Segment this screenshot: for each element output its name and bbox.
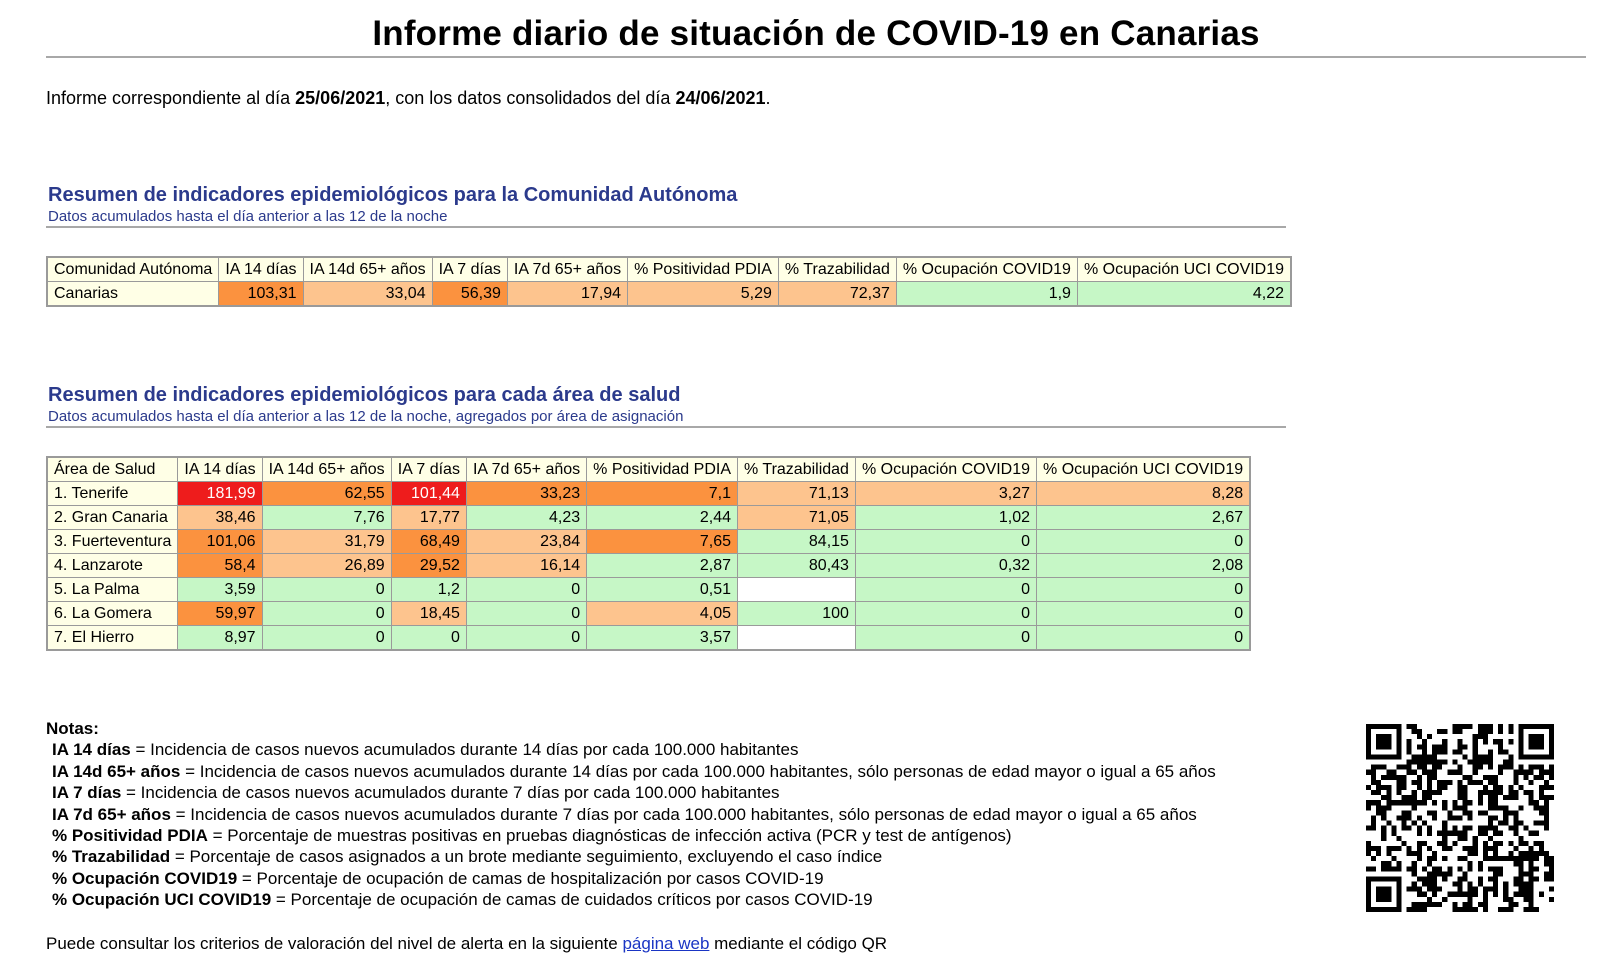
cell-trazabilidad xyxy=(738,578,856,602)
cell-ocupacion-covid19: 0 xyxy=(855,626,1036,651)
note-term: IA 7d 65+ años xyxy=(52,804,171,824)
cell-ia-7d-65-anos: 4,23 xyxy=(466,506,586,530)
notes-section xyxy=(46,718,1216,911)
cell-ocupacion-covid19: 0 xyxy=(855,602,1036,626)
cell-positividad-pdia: 5,29 xyxy=(628,282,779,307)
report-date: 25/06/2021 xyxy=(295,88,386,108)
column-header-comunidad-autonoma: Comunidad Autónoma xyxy=(47,257,219,282)
row-label: 3. Fuerteventura xyxy=(47,530,178,554)
area-divider xyxy=(46,426,1286,428)
cell-positividad-pdia: 7,65 xyxy=(587,530,738,554)
column-header-ocupacion-covid19: % Ocupación COVID19 xyxy=(896,257,1077,282)
cell-trazabilidad xyxy=(738,626,856,651)
row-label: 1. Tenerife xyxy=(47,482,178,506)
row-label: 5. La Palma xyxy=(47,578,178,602)
cell-ia-7d-65-anos: 33,23 xyxy=(466,482,586,506)
column-header-ia-7-dias: IA 7 días xyxy=(391,457,466,482)
cell-ia-7-dias: 1,2 xyxy=(391,578,466,602)
area-indicators-table xyxy=(46,456,1251,651)
note-definition: = Porcentaje de ocupación de camas de hospitalización por casos COVID-19 xyxy=(237,868,824,888)
note-definition: = Porcentaje de casos asignados a un brote mediante seguimiento, excluyendo el caso índice xyxy=(170,847,883,867)
cell-ocupacion-covid19: 0 xyxy=(855,578,1036,602)
cell-ocupacion-uci-covid19: 0 xyxy=(1037,530,1251,554)
note-definition: = Incidencia de casos nuevos acumulados durante 7 días por cada 100.000 habitantes, sólo personas de edad mayor o igual a 65 años xyxy=(170,804,1197,824)
cell-ia-14d-65-anos: 0 xyxy=(262,602,391,626)
cell-ia-14-dias: 59,97 xyxy=(178,602,262,626)
cell-ia-7d-65-anos: 23,84 xyxy=(466,530,586,554)
column-header-trazabilidad: % Trazabilidad xyxy=(738,457,856,482)
cell-ia-7-dias: 18,45 xyxy=(391,602,466,626)
cell-ocupacion-uci-covid19: 2,67 xyxy=(1037,506,1251,530)
column-header-ia-14-dias: IA 14 días xyxy=(178,457,262,482)
community-indicators-table xyxy=(46,256,1292,307)
cell-trazabilidad: 84,15 xyxy=(738,530,856,554)
row-label: 7. El Hierro xyxy=(47,626,178,651)
cell-ia-14-dias: 38,46 xyxy=(178,506,262,530)
cell-ia-14d-65-anos: 7,76 xyxy=(262,506,391,530)
table-header-row xyxy=(47,257,1291,282)
column-header-positividad-pdia: % Positividad PDIA xyxy=(587,457,738,482)
table-row-3-fuerteventura xyxy=(47,530,1250,554)
data-date: 24/06/2021 xyxy=(675,88,766,108)
cell-ocupacion-covid19: 1,9 xyxy=(896,282,1077,307)
table-row-6-la-gomera xyxy=(47,602,1250,626)
cell-ia-14-dias: 181,99 xyxy=(178,482,262,506)
column-header-ia-7d-65-anos: IA 7d 65+ años xyxy=(466,457,586,482)
note-term: % Positividad PDIA xyxy=(52,826,208,846)
table-row-4-lanzarote xyxy=(47,554,1250,578)
column-header-ia-14d-65-anos: IA 14d 65+ años xyxy=(303,257,432,282)
cell-ia-14d-65-anos: 0 xyxy=(262,626,391,651)
cell-ia-7d-65-anos: 0 xyxy=(466,602,586,626)
cell-positividad-pdia: 3,57 xyxy=(587,626,738,651)
cell-positividad-pdia: 2,44 xyxy=(587,506,738,530)
note-item xyxy=(46,739,1216,760)
qr-code xyxy=(1366,724,1554,912)
table-row-2-gran-canaria xyxy=(47,506,1250,530)
page-title: Informe diario de situación de COVID-19 en Canarias xyxy=(372,14,1260,53)
note-item xyxy=(46,782,1216,803)
report-intro xyxy=(46,88,771,109)
table-row-1-tenerife xyxy=(47,482,1250,506)
note-term: % Trazabilidad xyxy=(52,847,171,867)
cell-positividad-pdia: 0,51 xyxy=(587,578,738,602)
table-row-canarias xyxy=(47,282,1291,307)
column-header-area-de-salud: Área de Salud xyxy=(47,457,178,482)
row-label: 6. La Gomera xyxy=(47,602,178,626)
column-header-ia-14d-65-anos: IA 14d 65+ años xyxy=(262,457,391,482)
cell-ia-7d-65-anos: 16,14 xyxy=(466,554,586,578)
note-term: IA 14 días xyxy=(52,740,131,760)
footer-suffix: mediante el código QR xyxy=(709,934,888,953)
community-section-title: Resumen de indicadores epidemiológicos para la Comunidad Autónoma xyxy=(48,184,738,206)
note-item xyxy=(46,804,1216,825)
row-label: 4. Lanzarote xyxy=(47,554,178,578)
note-item xyxy=(46,825,1216,846)
cell-trazabilidad: 71,05 xyxy=(738,506,856,530)
cell-ia-7-dias: 68,49 xyxy=(391,530,466,554)
cell-positividad-pdia: 4,05 xyxy=(587,602,738,626)
area-section-title: Resumen de indicadores epidemiológicos para cada área de salud xyxy=(48,384,681,406)
cell-positividad-pdia: 2,87 xyxy=(587,554,738,578)
column-header-ocupacion-uci-covid19: % Ocupación UCI COVID19 xyxy=(1037,457,1251,482)
cell-ia-7-dias: 101,44 xyxy=(391,482,466,506)
title-divider xyxy=(46,56,1586,58)
note-term: IA 14d 65+ años xyxy=(52,761,181,781)
cell-ocupacion-covid19: 0,32 xyxy=(855,554,1036,578)
table-row-5-la-palma xyxy=(47,578,1250,602)
note-item xyxy=(46,868,1216,889)
cell-ia-7-dias: 17,77 xyxy=(391,506,466,530)
intro-middle: , con los datos consolidados del día xyxy=(385,88,676,108)
note-term: % Ocupación UCI COVID19 xyxy=(52,890,272,910)
note-term: IA 7 días xyxy=(52,783,122,803)
cell-positividad-pdia: 7,1 xyxy=(587,482,738,506)
notes-heading: Notas: xyxy=(46,719,99,738)
cell-ia-14-dias: 101,06 xyxy=(178,530,262,554)
footer-text xyxy=(46,934,887,954)
column-header-positividad-pdia: % Positividad PDIA xyxy=(628,257,779,282)
notes-list xyxy=(46,739,1216,910)
cell-ia-7-dias: 0 xyxy=(391,626,466,651)
cell-trazabilidad: 100 xyxy=(738,602,856,626)
cell-trazabilidad: 72,37 xyxy=(778,282,896,307)
cell-ia-7-dias: 56,39 xyxy=(432,282,507,307)
intro-prefix: Informe correspondiente al día xyxy=(46,88,296,108)
cell-ia-7d-65-anos: 0 xyxy=(466,626,586,651)
cell-ia-7d-65-anos: 0 xyxy=(466,578,586,602)
cell-ocupacion-uci-covid19: 0 xyxy=(1037,602,1251,626)
cell-trazabilidad: 71,13 xyxy=(738,482,856,506)
column-header-ia-7-dias: IA 7 días xyxy=(432,257,507,282)
cell-ocupacion-covid19: 0 xyxy=(855,530,1036,554)
note-item xyxy=(46,846,1216,867)
cell-ia-14-dias: 103,31 xyxy=(219,282,303,307)
table-header-row xyxy=(47,457,1250,482)
cell-ia-14d-65-anos: 62,55 xyxy=(262,482,391,506)
web-page-link[interactable]: página web xyxy=(622,934,710,953)
column-header-trazabilidad: % Trazabilidad xyxy=(778,257,896,282)
note-definition: = Porcentaje de muestras positivas en pruebas diagnósticas de infección activa (PCR y test de antígenos) xyxy=(207,826,1012,846)
community-section-subtitle: Datos acumulados hasta el día anterior a las 12 de la noche xyxy=(48,208,448,225)
note-term: % Ocupación COVID19 xyxy=(52,868,238,888)
cell-ia-14d-65-anos: 26,89 xyxy=(262,554,391,578)
note-definition: = Porcentaje de ocupación de camas de cuidados críticos por casos COVID-19 xyxy=(271,890,873,910)
cell-ia-14-dias: 3,59 xyxy=(178,578,262,602)
cell-trazabilidad: 80,43 xyxy=(738,554,856,578)
cell-ocupacion-uci-covid19: 8,28 xyxy=(1037,482,1251,506)
table-row-7-el-hierro xyxy=(47,626,1250,651)
cell-ia-14d-65-anos: 0 xyxy=(262,578,391,602)
cell-ia-14-dias: 58,4 xyxy=(178,554,262,578)
cell-ia-14d-65-anos: 33,04 xyxy=(303,282,432,307)
row-label: 2. Gran Canaria xyxy=(47,506,178,530)
cell-ocupacion-covid19: 1,02 xyxy=(855,506,1036,530)
row-label: Canarias xyxy=(47,282,219,307)
note-definition: = Incidencia de casos nuevos acumulados durante 14 días por cada 100.000 habitantes, sólo personas de edad mayor o igual a 65 años xyxy=(180,761,1216,781)
cell-ia-14-dias: 8,97 xyxy=(178,626,262,651)
community-divider xyxy=(46,226,1286,228)
column-header-ia-14-dias: IA 14 días xyxy=(219,257,303,282)
column-header-ocupacion-uci-covid19: % Ocupación UCI COVID19 xyxy=(1077,257,1291,282)
cell-ocupacion-uci-covid19: 2,08 xyxy=(1037,554,1251,578)
note-item xyxy=(46,889,1216,910)
cell-ocupacion-uci-covid19: 0 xyxy=(1037,578,1251,602)
cell-ocupacion-covid19: 3,27 xyxy=(855,482,1036,506)
cell-ia-14d-65-anos: 31,79 xyxy=(262,530,391,554)
cell-ia-7-dias: 29,52 xyxy=(391,554,466,578)
note-definition: = Incidencia de casos nuevos acumulados durante 7 días por cada 100.000 habitantes xyxy=(121,783,780,803)
column-header-ia-7d-65-anos: IA 7d 65+ años xyxy=(507,257,627,282)
intro-suffix: . xyxy=(765,88,771,108)
column-header-ocupacion-covid19: % Ocupación COVID19 xyxy=(855,457,1036,482)
cell-ocupacion-uci-covid19: 4,22 xyxy=(1077,282,1291,307)
note-definition: = Incidencia de casos nuevos acumulados durante 14 días por cada 100.000 habitantes xyxy=(130,740,799,760)
footer-prefix: Puede consultar los criterios de valoración del nivel de alerta en la siguiente xyxy=(46,934,623,953)
note-item xyxy=(46,761,1216,782)
cell-ocupacion-uci-covid19: 0 xyxy=(1037,626,1251,651)
area-section-subtitle: Datos acumulados hasta el día anterior a las 12 de la noche, agregados por área de asignación xyxy=(48,408,684,425)
cell-ia-7d-65-anos: 17,94 xyxy=(507,282,627,307)
